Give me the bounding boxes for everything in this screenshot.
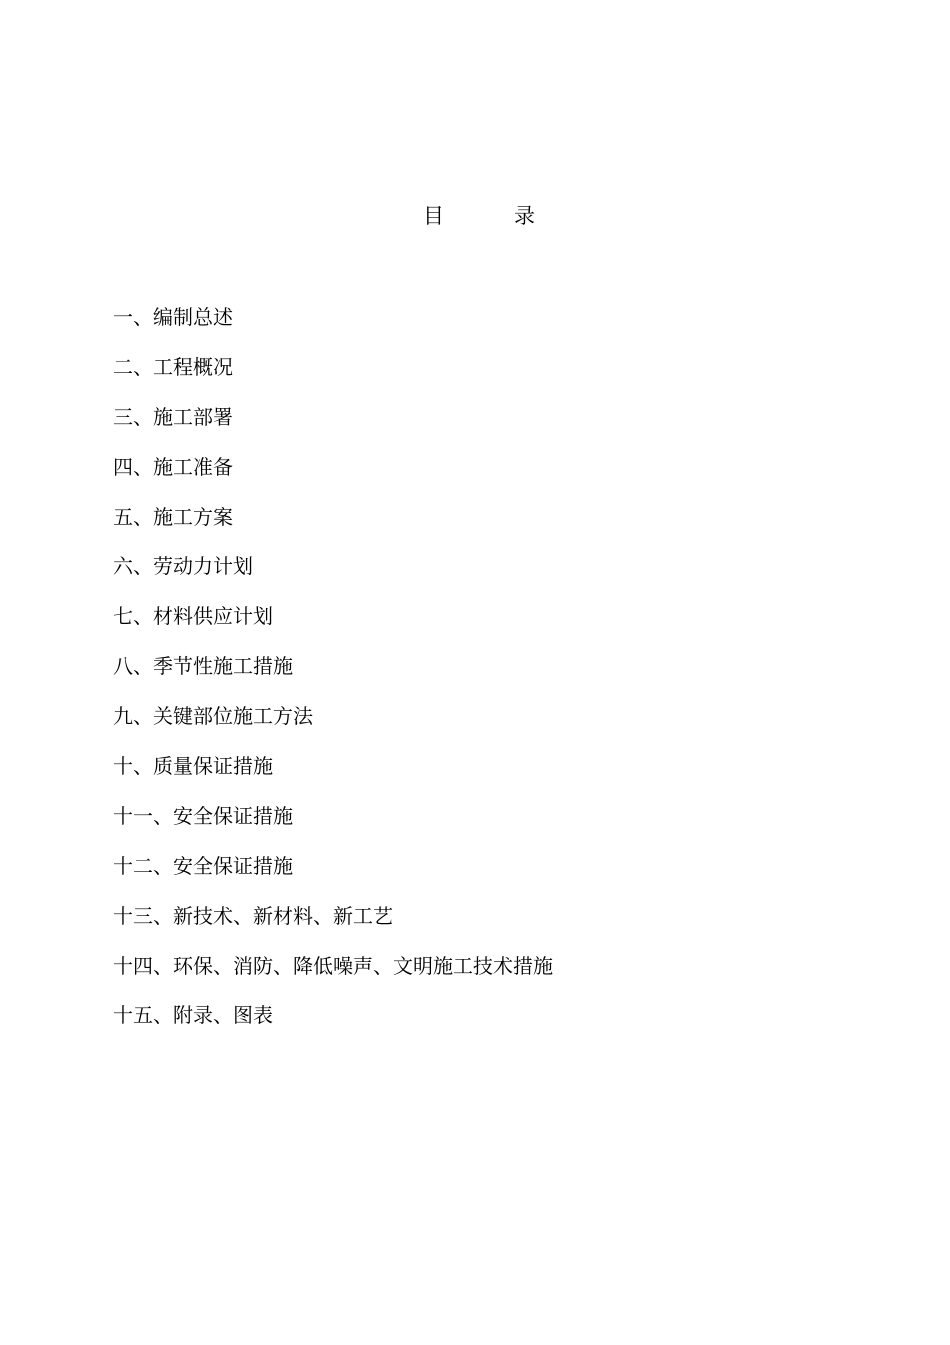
toc-item: 一、编制总述 — [113, 305, 233, 329]
toc-list — [113, 300, 553, 1048]
toc-item: 九、关键部位施工方法 — [113, 704, 313, 729]
toc-item: 十五、附录、图表 — [113, 1003, 273, 1028]
toc-item: 八、季节性施工措施 — [113, 654, 293, 679]
toc-title — [0, 200, 950, 232]
toc-title-char-1: 目 — [423, 204, 444, 228]
toc-item: 十四、环保、消防、降低噪声、文明施工技术措施 — [113, 953, 553, 978]
toc-item: 三、施工部署 — [113, 404, 233, 429]
toc-item: 六、劳动力计划 — [113, 554, 253, 579]
toc-item: 十一、安全保证措施 — [113, 803, 293, 828]
toc-item: 五、施工方案 — [113, 504, 233, 529]
toc-item: 七、材料供应计划 — [113, 604, 273, 629]
toc-item: 十、质量保证措施 — [113, 754, 273, 779]
toc-title-char-2: 录 — [514, 204, 535, 228]
toc-item: 二、工程概况 — [113, 354, 233, 379]
toc-item: 四、施工准备 — [113, 454, 233, 479]
toc-item: 十二、安全保证措施 — [113, 853, 293, 878]
toc-item: 十三、新技术、新材料、新工艺 — [113, 903, 393, 928]
